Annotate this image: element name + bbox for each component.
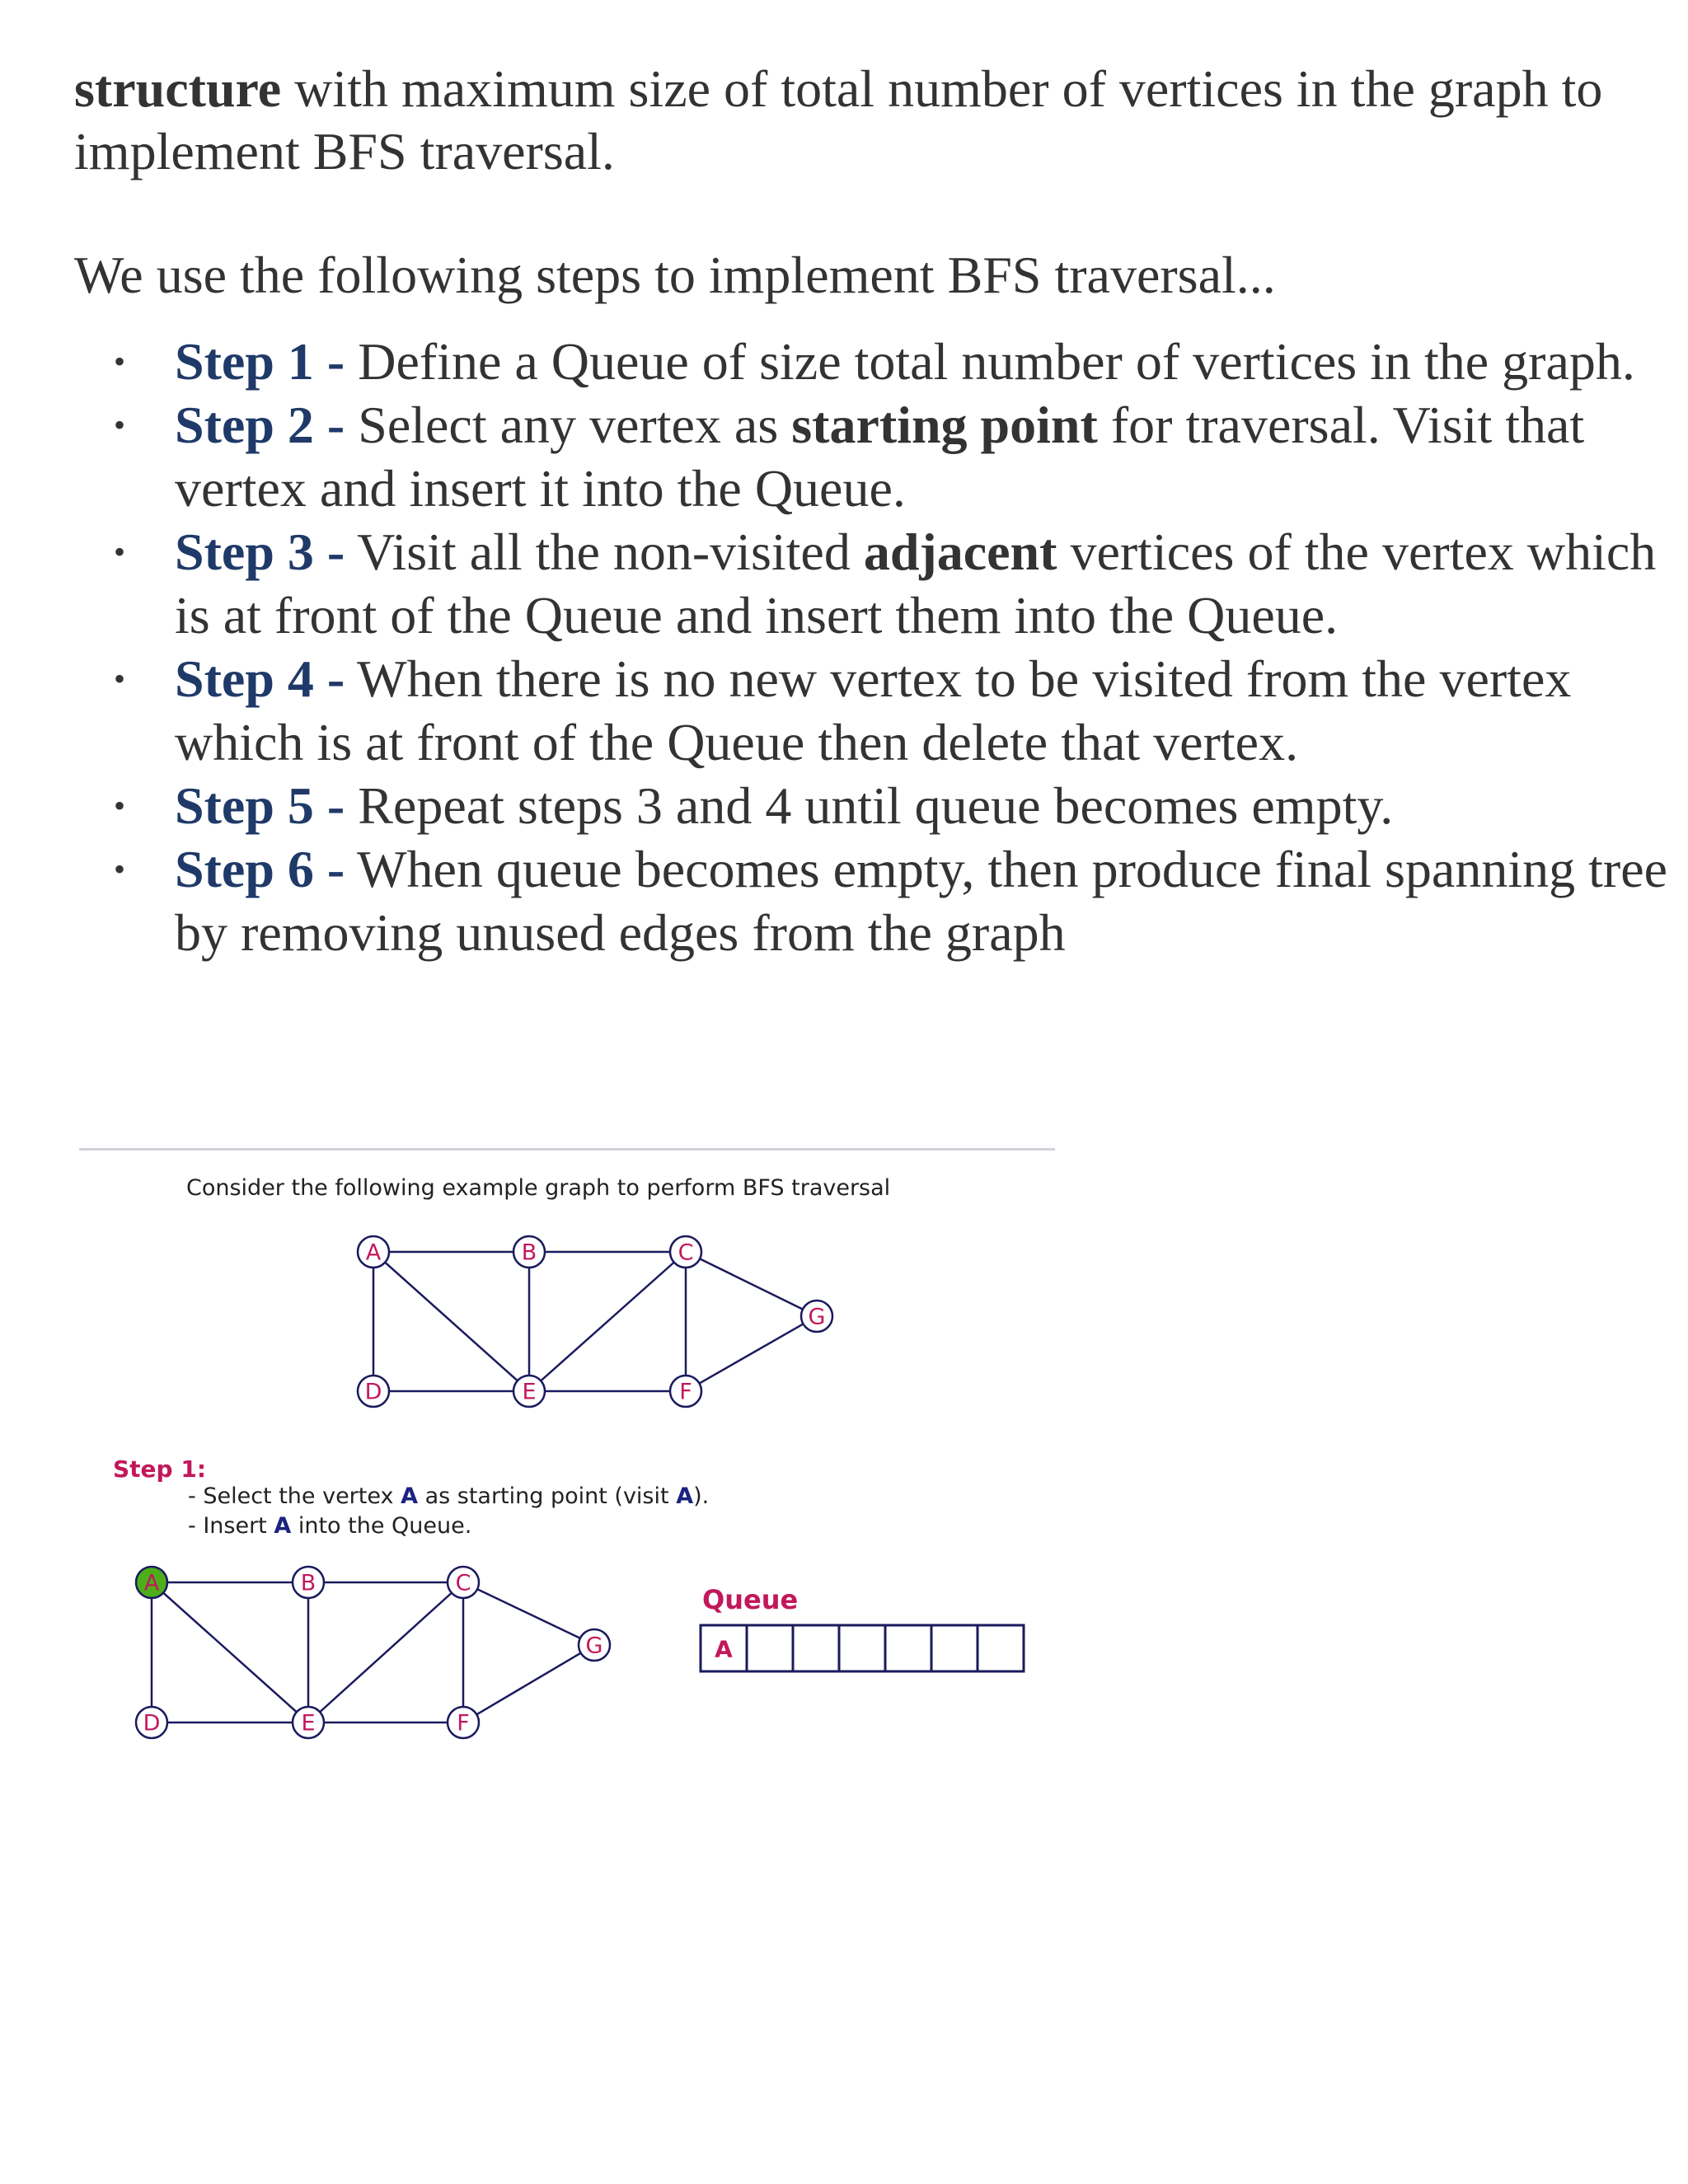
bullet-icon: • — [114, 660, 126, 697]
top-graph — [358, 1236, 832, 1407]
queue-cell — [793, 1625, 839, 1671]
bullet-icon: • — [114, 343, 126, 380]
graph-edge — [476, 1653, 580, 1715]
step-text: Repeat steps 3 and 4 until queue becomes empty. — [345, 776, 1394, 835]
graph-edge — [699, 1324, 803, 1383]
vertex-label: G — [585, 1633, 603, 1659]
vertex-label: F — [679, 1379, 692, 1405]
queue-cell — [747, 1625, 793, 1671]
vertex-label: D — [364, 1379, 382, 1405]
vertex-label: B — [300, 1570, 316, 1596]
bullet-icon: • — [114, 533, 126, 570]
instruction-text: into the Queue. — [291, 1513, 472, 1539]
step1-graph — [136, 1567, 610, 1738]
queue-cell — [931, 1625, 978, 1671]
bullet-icon: • — [114, 851, 126, 888]
step-text: When queue becomes empty, then produce final spanning tree by removing unused edges from the graph — [175, 840, 1667, 962]
graph-edge — [385, 1263, 518, 1381]
queue-cell — [839, 1625, 885, 1671]
vertex-label: A — [143, 1570, 160, 1596]
vertex-ref: A — [676, 1483, 694, 1509]
instruction-text: - Select the vertex — [188, 1483, 401, 1509]
queue-cell — [978, 1625, 1024, 1671]
step1-title: Step 1: — [113, 1455, 207, 1483]
step-label: Step 5 - — [175, 776, 345, 835]
step-label: Step 6 - — [175, 840, 345, 898]
instruction-text: - Insert — [188, 1513, 274, 1539]
vertex-label: C — [455, 1570, 471, 1596]
vertex-label: E — [301, 1710, 316, 1736]
step-text: vertices of the vertex which is at front of the Queue and insert them into the Queue. — [175, 523, 1657, 644]
queue-label: Queue — [702, 1584, 799, 1615]
step-text: Define a Queue of size total number of vertices in the graph. — [345, 332, 1635, 391]
instruction-text: ). — [693, 1483, 710, 1509]
graph-edge — [477, 1589, 580, 1638]
graph-edge — [700, 1258, 803, 1309]
step-label: Step 2 - — [175, 396, 345, 454]
vertex-label: E — [522, 1379, 537, 1405]
bullet-icon: • — [114, 406, 126, 443]
vertex-ref: A — [274, 1513, 292, 1539]
queue-cell — [885, 1625, 931, 1671]
step-label: Step 1 - — [175, 332, 345, 391]
step-text: When there is no new vertex to be visited from the vertex which is at front of the Queue then delete that vertex. — [175, 649, 1572, 771]
vertex-label: G — [808, 1304, 826, 1330]
vertex-label: D — [143, 1710, 161, 1736]
instruction-text: as starting point (visit — [417, 1483, 677, 1509]
graph-edge — [541, 1263, 674, 1381]
step-text: for traversal. Visit that vertex and insert it into the Queue. — [175, 396, 1585, 518]
lead-paragraph: We use the following steps to implement BFS traversal... — [74, 246, 1276, 304]
vertex-label: B — [521, 1240, 537, 1266]
figure-caption: Consider the following example graph to perform BFS traversal — [186, 1175, 891, 1201]
step-emphasis: starting point — [791, 396, 1098, 454]
vertex-label: C — [678, 1240, 694, 1266]
intro-text: with maximum size of total number of vertices in the graph to implement BFS traversal. — [74, 59, 1603, 180]
graph-edge — [320, 1593, 452, 1713]
queue-cell-label: A — [715, 1635, 733, 1663]
graph-edge — [163, 1593, 297, 1713]
step-text: Visit all the non-visited — [345, 523, 864, 581]
step-emphasis: adjacent — [863, 523, 1057, 581]
vertex-label: F — [457, 1710, 470, 1736]
step-label: Step 4 - — [175, 649, 345, 708]
step-text: Select any vertex as — [345, 396, 792, 454]
vertex-ref: A — [401, 1483, 418, 1509]
vertex-label: A — [365, 1240, 382, 1266]
intro-bold-word: structure — [74, 59, 282, 118]
step-label: Step 3 - — [175, 523, 345, 581]
bullet-icon: • — [114, 787, 126, 824]
